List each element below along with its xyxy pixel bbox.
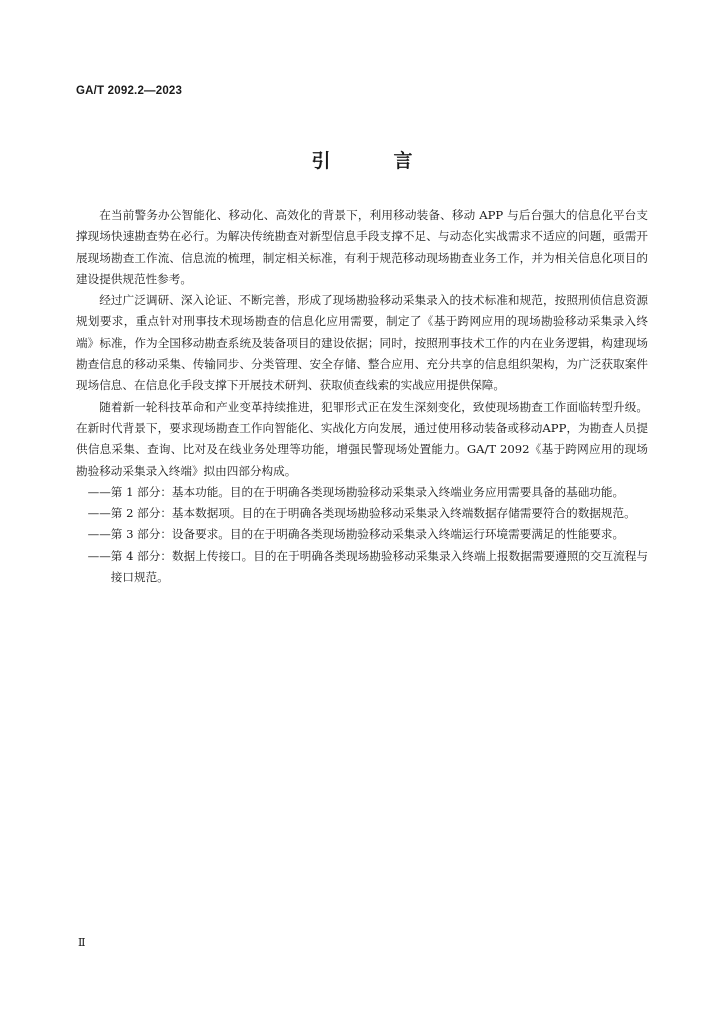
list-dash: —— [87, 484, 111, 499]
list-dash: —— [87, 506, 111, 521]
part-list-item [76, 482, 648, 503]
part-list-item [76, 524, 648, 545]
part-description: 第 1 部分：基本功能。目的在于明确各类现场勘验移动采集录入终端业务应用需要具备的基础功能。 [110, 484, 625, 499]
list-dash: —— [87, 527, 111, 542]
document-body [76, 205, 648, 588]
standard-code: GA/T 2092.2—2023 [76, 85, 183, 97]
part-description: 第 4 部分：数据上传接口。目的在于明确各类现场勘验移动采集录入终端上报数据需要遵照的交互流程与接口规范。 [110, 548, 648, 585]
intro-paragraph: 随着新一轮科技革命和产业变革持续推进，犯罪形式正在发生深刻变化，致使现场勘查工作面临转型升级。在新时代背景下，要求现场勘查工作向智能化、实战化方向发展，通过使用移动装备或移动APP，为勘查人员提供信息采集、查询、比对及在线业务处理等功能，增强民警现场处置能力。GA/T 2092《基于跨网应用的现场勘验移动采集录入终端》拟由四部分构成。 [76, 399, 648, 478]
part-list-item [76, 546, 648, 589]
part-description: 第 3 部分：设备要求。目的在于明确各类现场勘验移动采集录入终端运行环境需要满足的性能要求。 [110, 527, 625, 542]
part-description: 第 2 部分：基本数据项。目的在于明确各类现场勘验移动采集录入终端数据存储需要符合的数据规范。 [110, 506, 636, 521]
intro-paragraph: 经过广泛调研、深入论证、不断完善，形成了现场勘验移动采集录入的技术标准和规范，按照刑侦信息资源规划要求，重点针对刑事技术现场勘查的信息化应用需要，制定了《基于跨网应用的现场勘验移动采集录入终端》标准，作为全国移动勘查系统及装备项目的建设依据；同时，按照刑事技术工作的内在业务逻辑，构建现场勘查信息的移动采集、传输同步、分类管理、安全存储、整合应用、充分共享的信息组织架构，为广泛获取案件现场信息、在信息化手段支撑下开展技术研判、获取侦查线索的实战应用提供保障。 [76, 293, 648, 393]
intro-paragraph: 在当前警务办公智能化、移动化、高效化的背景下，利用移动装备、移动 APP 与后台强大的信息化平台支撑现场快速勘查势在必行。为解决传统勘查对新型信息手段支撑不足、与动态化实战需求不适应的问题，亟需开展现场勘查工作流、信息流的梳理，制定相关标准，有利于规范移动现场勘查业务工作，并为相关信息化项目的建设提供规范性参考。 [76, 208, 648, 286]
list-dash: —— [87, 548, 111, 563]
page-title: 引 言 [311, 150, 435, 172]
part-list-item [76, 503, 648, 524]
page-number: Ⅱ [78, 936, 86, 949]
